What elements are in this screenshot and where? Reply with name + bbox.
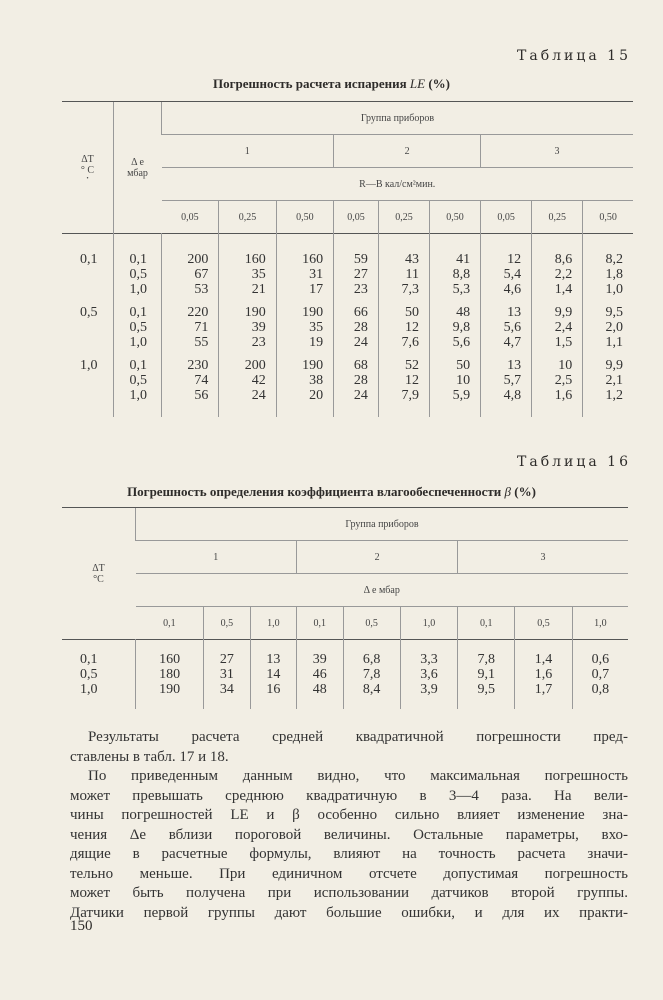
delta-e-value: 0,1 (129, 358, 147, 373)
sub-col-header: 1,0 (250, 607, 296, 640)
value: 2,2 (554, 267, 573, 282)
value: 190 (159, 682, 181, 697)
value: 5,6 (503, 320, 522, 335)
value: 7,8 (362, 667, 381, 682)
value: 220 (187, 305, 209, 320)
value: 19 (309, 335, 324, 350)
col-dt-label: ΔT (81, 153, 94, 165)
value: 1,4 (554, 282, 573, 297)
table-16-title-unit: (%) (514, 484, 536, 499)
value: 2,0 (605, 320, 623, 335)
col-dt-header (62, 102, 114, 234)
value: 39 (251, 320, 266, 335)
value: 4,8 (503, 388, 522, 403)
value: 50 (404, 305, 419, 320)
sub-col-header: 0,50 (583, 201, 633, 234)
value: 13 (507, 358, 522, 373)
value: 13 (266, 652, 281, 667)
value-cell (162, 297, 219, 350)
group-2: 2 (297, 541, 458, 574)
col-dt-label: ° C (80, 164, 95, 176)
value: 12 (404, 320, 419, 335)
table-15-title-unit: (%) (428, 76, 450, 91)
value: 31 (219, 667, 234, 682)
text-line: чения Δe вблизи пороговой величины. Остальные параметры, вхо- (70, 826, 628, 843)
value-cell (378, 350, 429, 417)
dot-mark: • (86, 175, 89, 182)
col-de-header (114, 102, 162, 234)
value: 1,4 (534, 652, 553, 667)
value-cell (583, 350, 633, 417)
delta-t-cell: 0,5 (80, 305, 98, 320)
value: 160 (244, 252, 266, 267)
value: 9,1 (477, 667, 495, 682)
delta-e-value: 0,1 (129, 305, 147, 320)
col-de-label: Δ e (131, 156, 144, 168)
value: 8,6 (554, 252, 573, 267)
value: 9,9 (554, 305, 573, 320)
value: 7,3 (401, 282, 419, 297)
text-line: тельно меньше. При единичном отсчете допустимая погрешность (70, 865, 628, 882)
header-row (62, 508, 628, 541)
text-line: может превышать среднюю квадратичную в 3—4 раза. На вели- (70, 787, 628, 804)
table-16-title (0, 484, 663, 500)
value: 1,0 (605, 282, 623, 297)
value: 55 (194, 335, 209, 350)
value: 48 (456, 305, 471, 320)
value: 42 (251, 373, 266, 388)
value-cell (515, 640, 572, 710)
value-cell (219, 350, 276, 417)
value: 23 (353, 282, 368, 297)
value-cell (334, 234, 379, 298)
value-cell (429, 297, 480, 350)
value: 11 (405, 267, 419, 282)
value-cell (162, 350, 219, 417)
value: 1,8 (605, 267, 623, 282)
groups-row (62, 541, 628, 574)
value: 67 (194, 267, 209, 282)
value-cell (204, 640, 250, 710)
value-cell (481, 234, 532, 298)
value: 38 (309, 373, 324, 388)
value: 34 (219, 682, 234, 697)
delta-e-value: 0,1 (129, 252, 147, 267)
value: 190 (244, 305, 266, 320)
value-cell (429, 350, 480, 417)
value: 1,6 (534, 667, 553, 682)
value: 190 (302, 358, 324, 373)
value-cell (334, 350, 379, 417)
delta-e-value: 1,0 (129, 335, 147, 350)
col-dt-header (62, 508, 136, 640)
value-cell (297, 640, 343, 710)
value: 0,8 (591, 682, 610, 697)
value: 20 (309, 388, 324, 403)
value-cell (481, 350, 532, 417)
table-16-label: Таблица 16 (517, 454, 631, 470)
table-16-title-text: Погрешность определения коэффициента влагообеспеченности (127, 484, 502, 499)
sub-col-header: 0,25 (219, 201, 276, 234)
value-cell (276, 350, 333, 417)
sub-cols-row (62, 607, 628, 640)
value: 74 (194, 373, 209, 388)
value: 13 (507, 305, 522, 320)
value: 16 (266, 682, 281, 697)
value: 190 (302, 305, 324, 320)
value: 7,8 (477, 652, 495, 667)
value-cell (136, 640, 204, 710)
group-3: 3 (458, 541, 628, 574)
table-16 (62, 507, 628, 709)
page-number: 150 (70, 918, 93, 934)
value: 9,9 (605, 358, 623, 373)
delta-e-value: 1,0 (129, 282, 147, 297)
sub-col-header: 0,05 (334, 201, 379, 234)
value: 71 (194, 320, 209, 335)
sub-col-header: 0,05 (162, 201, 219, 234)
value: 48 (312, 682, 327, 697)
value: 10 (456, 373, 471, 388)
value: 8,4 (362, 682, 381, 697)
table-row (62, 297, 633, 350)
sub-col-header: 0,1 (136, 607, 204, 640)
sub-col-header: 0,5 (515, 607, 572, 640)
value: 9,8 (452, 320, 471, 335)
value: 5,3 (452, 282, 471, 297)
text-line: чины погрешностей LE и β особенно сильно влияет изменение зна- (70, 807, 628, 823)
delta-t-cell (62, 640, 136, 710)
value-cell (378, 297, 429, 350)
rb-header-text: R—B кал/см²мин. (359, 178, 436, 190)
table-15-title-var: LE (409, 76, 426, 91)
group-1: 1 (136, 541, 297, 574)
value: 68 (353, 358, 368, 373)
value-cell (583, 297, 633, 350)
value-cell (276, 234, 333, 298)
value: 5,7 (503, 373, 522, 388)
text-line: ставлены в табл. 17 и 18. (70, 748, 229, 765)
delta-t-value: 0,1 (80, 652, 98, 667)
value: 180 (159, 667, 181, 682)
value: 8,2 (605, 252, 623, 267)
value-cell (458, 640, 515, 710)
sub-col-header: 0,1 (297, 607, 343, 640)
value-cell (219, 297, 276, 350)
value-cell (583, 234, 633, 298)
value: 5,9 (452, 388, 471, 403)
value: 23 (251, 335, 266, 350)
value-cell (532, 234, 583, 298)
value: 3,6 (420, 667, 438, 682)
value: 4,7 (503, 335, 522, 350)
value: 27 (219, 652, 234, 667)
value-cell (250, 640, 296, 710)
value: 17 (309, 282, 324, 297)
value: 35 (309, 320, 324, 335)
value: 10 (558, 358, 573, 373)
col-dt-label: °C (93, 573, 104, 585)
text-line: По приведенным данным видно, что максимальная погрешность (88, 768, 628, 784)
delta-e-value: 0,5 (129, 373, 147, 388)
table-row (62, 350, 633, 417)
value: 200 (244, 358, 266, 373)
value: 39 (312, 652, 327, 667)
group-1: 1 (162, 135, 334, 168)
subheader-row (62, 574, 628, 607)
sub-col-header: 1,0 (400, 607, 457, 640)
value: 7,9 (401, 388, 419, 403)
delta-t-cell: 0,1 (80, 252, 98, 267)
value: 24 (353, 335, 368, 350)
value: 2,4 (554, 320, 573, 335)
sub-col-header: 0,50 (429, 201, 480, 234)
text-line: Датчики первой группы дают большие ошибки, и для их практи- (70, 904, 628, 921)
delta-e-value: 0,5 (129, 267, 147, 282)
value: 230 (187, 358, 209, 373)
delta-t-value: 0,5 (80, 667, 98, 682)
value: 21 (251, 282, 266, 297)
sub-col-header: 0,5 (204, 607, 250, 640)
text-line: может быть получена при использовании датчиков второй группы. (70, 885, 628, 901)
value: 9,5 (477, 682, 495, 697)
value: 28 (353, 320, 368, 335)
value: 53 (194, 282, 209, 297)
value: 200 (187, 252, 209, 267)
value-cell (532, 297, 583, 350)
value: 0,6 (591, 652, 610, 667)
text-line: Результаты расчета средней квадратичной погрешности пред- (88, 729, 628, 745)
value: 0,7 (591, 667, 610, 682)
col-de-label: мбар (127, 167, 148, 179)
text-line: дящие в расчетные формулы, влияют на точность расчета значи- (70, 846, 628, 862)
value: 1,5 (554, 335, 573, 350)
value: 46 (312, 667, 327, 682)
value: 1,1 (605, 335, 623, 350)
value-cell (400, 640, 457, 710)
value: 12 (507, 252, 522, 267)
table-15-title (0, 76, 663, 92)
value-cell (343, 640, 400, 710)
value: 24 (353, 388, 368, 403)
value: 8,8 (452, 267, 471, 282)
group-3: 3 (481, 135, 633, 168)
value: 28 (353, 373, 368, 388)
value: 43 (404, 252, 419, 267)
group-header: Группа приборов (136, 508, 629, 541)
value-cell (429, 234, 480, 298)
sub-col-header: 0,05 (481, 201, 532, 234)
table-15 (62, 101, 633, 417)
value: 5,4 (503, 267, 522, 282)
delta-e-value: 1,0 (129, 388, 147, 403)
table-16-title-var: β (504, 484, 511, 499)
value-cell (532, 350, 583, 417)
col-dt-label: ΔT (92, 562, 105, 574)
sub-col-header: 0,25 (378, 201, 429, 234)
group-2: 2 (334, 135, 481, 168)
value: 24 (251, 388, 266, 403)
value: 50 (456, 358, 471, 373)
value-cell (378, 234, 429, 298)
value: 7,6 (401, 335, 419, 350)
value: 3,3 (420, 652, 438, 667)
value: 3,9 (420, 682, 438, 697)
header-row (62, 102, 633, 135)
value-cell (276, 297, 333, 350)
sub-col-header: 0,50 (276, 201, 333, 234)
value-cell (219, 234, 276, 298)
value: 9,5 (605, 305, 623, 320)
value: 31 (309, 267, 324, 282)
group-header: Группа приборов (162, 102, 634, 135)
sub-col-header: 0,5 (343, 607, 400, 640)
delta-e-cell (114, 234, 162, 298)
value: 66 (353, 305, 368, 320)
value: 52 (404, 358, 419, 373)
delta-t-cell: 1,0 (80, 358, 98, 373)
body-text (70, 728, 628, 923)
value-cell (572, 640, 628, 710)
table-15-title-text: Погрешность расчета испарения (212, 76, 407, 91)
value: 6,8 (362, 652, 381, 667)
rb-header (162, 168, 634, 201)
value-cell (481, 297, 532, 350)
sub-col-header: 0,25 (532, 201, 583, 234)
value: 2,1 (605, 373, 623, 388)
value: 12 (404, 373, 419, 388)
value: 35 (251, 267, 266, 282)
sub-col-header: 0,1 (458, 607, 515, 640)
delta-e-header: Δ e мбар (136, 574, 629, 607)
value: 1,6 (554, 388, 573, 403)
table-row (62, 640, 628, 710)
value: 160 (302, 252, 324, 267)
delta-e-value: 0,5 (129, 320, 147, 335)
value: 1,2 (605, 388, 623, 403)
value: 41 (456, 252, 471, 267)
value: 27 (353, 267, 368, 282)
value-cell (162, 234, 219, 298)
value: 2,5 (554, 373, 573, 388)
table-15-label: Таблица 15 (517, 48, 631, 64)
value: 59 (353, 252, 368, 267)
sub-col-header: 1,0 (572, 607, 628, 640)
delta-e-cell (114, 350, 162, 417)
value: 4,6 (503, 282, 522, 297)
value: 5,6 (452, 335, 471, 350)
value: 14 (266, 667, 281, 682)
delta-t-value: 1,0 (80, 682, 98, 697)
delta-e-cell (114, 297, 162, 350)
value: 1,7 (534, 682, 553, 697)
value: 56 (194, 388, 209, 403)
table-row (62, 234, 633, 298)
value: 160 (159, 652, 181, 667)
value-cell (334, 297, 379, 350)
